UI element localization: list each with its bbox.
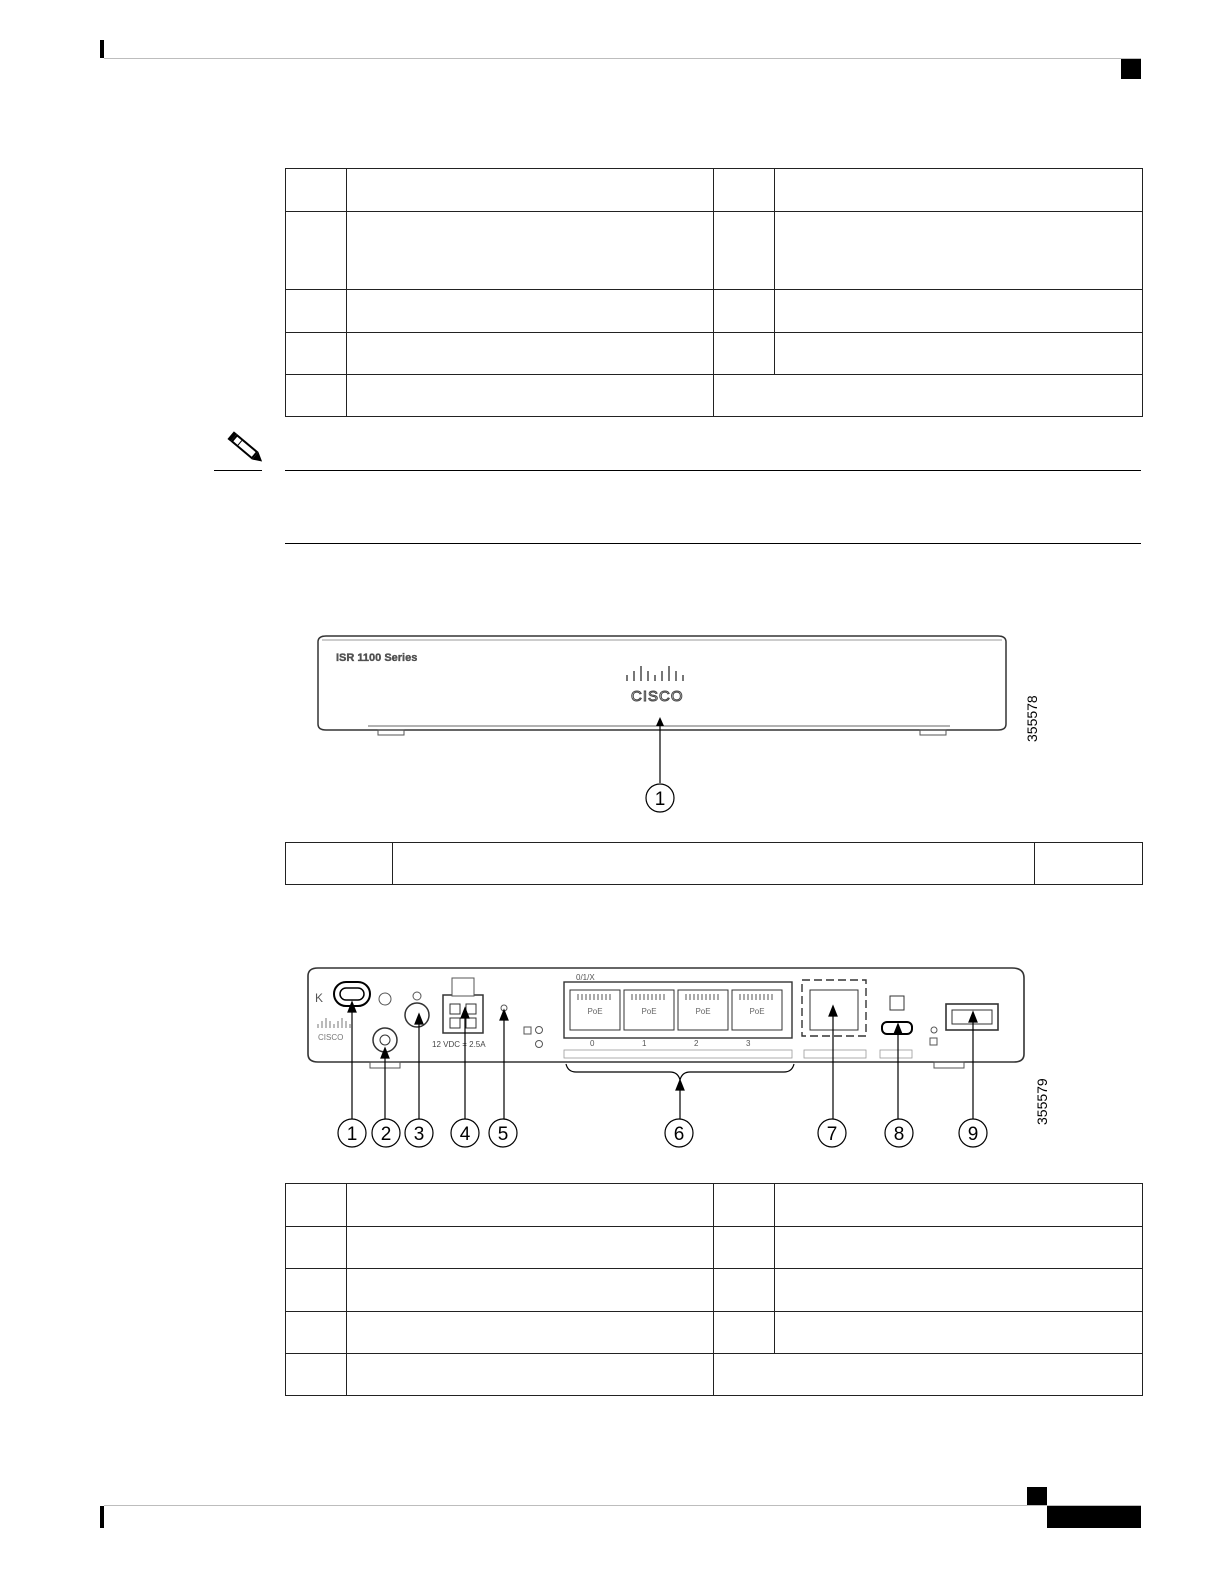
port-number-1: 1 (642, 1039, 647, 1048)
rear-panel-figure (300, 960, 1070, 1160)
note-rule-short (214, 470, 262, 471)
callout-8: 8 (893, 1124, 905, 1145)
callout-6: 6 (673, 1124, 685, 1145)
note-rule-bottom (285, 543, 1141, 544)
table-row (286, 169, 1143, 212)
table-row (286, 212, 1143, 290)
table-1 (285, 168, 1143, 417)
table-row (286, 333, 1143, 375)
svg-text:K: K (315, 991, 324, 1005)
model-label: ISR 1100 Series (336, 652, 418, 664)
table-row (286, 1184, 1143, 1227)
port-number-2: 2 (694, 1039, 699, 1048)
footer-tick (100, 1506, 104, 1528)
port-tag-0: PoE (587, 1007, 603, 1016)
callout-5: 5 (497, 1124, 509, 1145)
port-number-0: 0 (590, 1039, 595, 1048)
table-row (286, 375, 1143, 417)
table-3 (285, 1183, 1143, 1396)
callout-2: 2 (380, 1124, 392, 1145)
pencil-icon (224, 428, 268, 468)
callout-3: 3 (413, 1124, 425, 1145)
footer-page-tab (1047, 1506, 1141, 1528)
figure-id: 355579 (1034, 1078, 1050, 1125)
header-rule (104, 58, 1141, 59)
callout-1: 1 (346, 1124, 358, 1145)
note-rule-top (285, 470, 1141, 471)
port-tag-2: PoE (695, 1007, 711, 1016)
table-row (286, 1312, 1143, 1354)
port-tag-1: PoE (641, 1007, 657, 1016)
callout-4: 4 (459, 1124, 471, 1145)
port-group-label: 0/1/X (576, 973, 595, 982)
port-tag-3: PoE (749, 1007, 765, 1016)
footer-rule (104, 1505, 1141, 1506)
front-panel-figure (310, 628, 1050, 818)
power-rating: 12 VDC = 2.5A (432, 1040, 486, 1049)
figure-id: 355578 (1024, 695, 1040, 742)
table-row (286, 290, 1143, 333)
table-row (286, 843, 1143, 885)
header-tick (100, 40, 104, 58)
table-2 (285, 842, 1143, 885)
callout-9: 9 (967, 1124, 979, 1145)
table-row (286, 1269, 1143, 1312)
table-row (286, 1354, 1143, 1396)
callout-1: 1 (654, 789, 666, 810)
table-row (286, 1227, 1143, 1269)
callout-7: 7 (826, 1124, 838, 1145)
port-number-3: 3 (746, 1039, 751, 1048)
footer-marker (1027, 1487, 1047, 1505)
chassis-outline (318, 636, 1006, 730)
svg-text:CISCO: CISCO (318, 1033, 344, 1042)
header-marker (1121, 59, 1141, 79)
cisco-logo: CISCO (631, 688, 684, 705)
